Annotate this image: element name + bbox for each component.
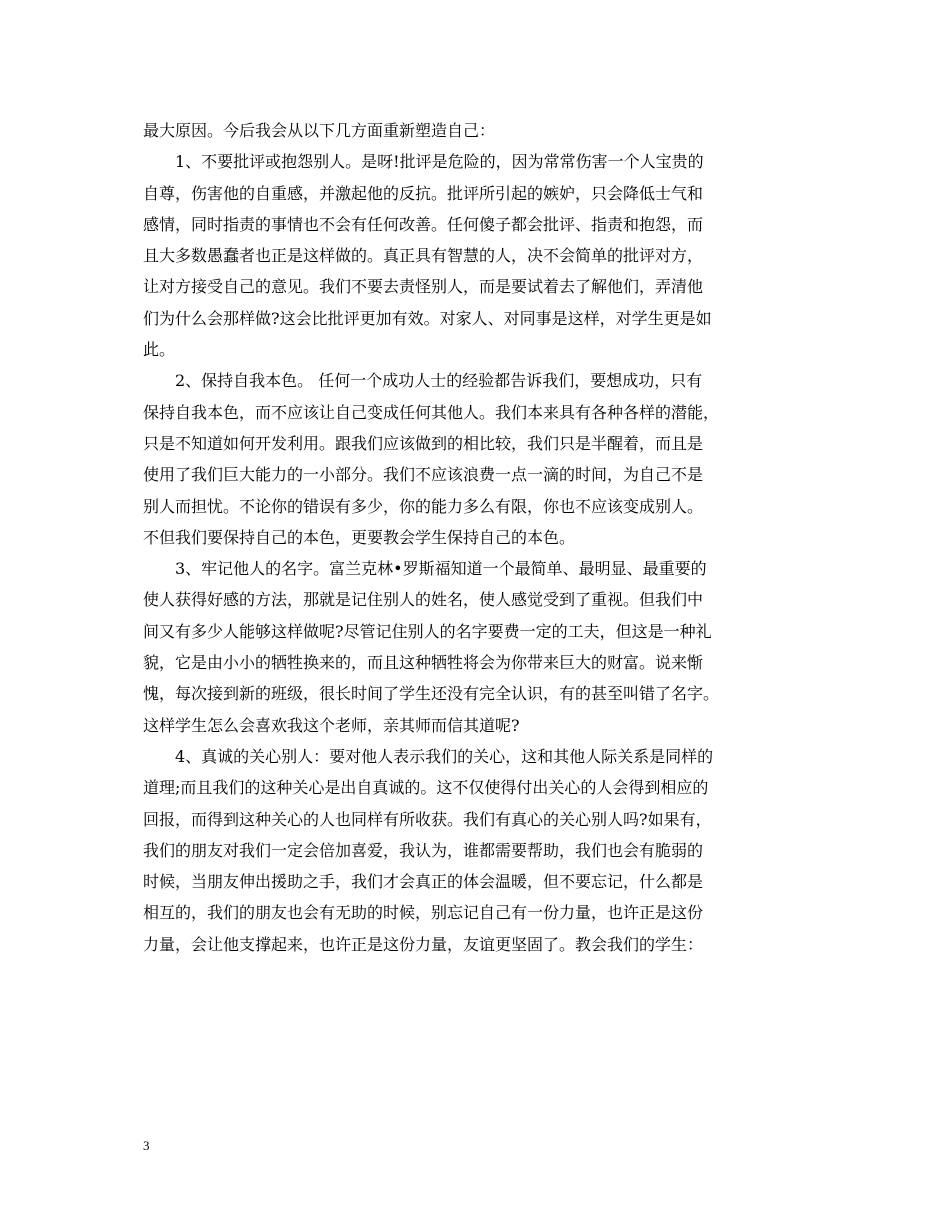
text-line: 别人而担忧。不论你的错误有多少，你的能力多么有限，你也不应该变成别人。 (143, 496, 704, 516)
text-line: 2、保持自我本色。 任何一个成功人士的经验都告诉我们，要想成功，只有 (143, 371, 703, 391)
text-line: 道理;而且我们的这种关心是出自真诚的。这不仅使得付出关心的人会得到相应的 (143, 778, 709, 798)
text-line: 最大原因。今后我会从以下几方面重新塑造自己： (143, 121, 496, 140)
text-line: 貌，它是由小小的牺牲换来的，而且这种牺牲将会为你带来巨大的财富。说来惭 (143, 653, 704, 673)
text-line: 保持自我本色，而不应该让自己变成任何其他人。我们本来具有各种各样的潜能， (143, 402, 720, 422)
text-line: 间又有多少人能够这样做呢?尽管记住别人的名字要费一定的工夫，但这是一种礼 (143, 621, 712, 641)
text-line: 时候，当朋友伸出援助之手，我们才会真正的体会温暖，但不要忘记，什么都是 (143, 872, 704, 892)
text-line: 力量，会让他支撑起来，也许正是这份力量，友谊更坚固了。教会我们的学生： (143, 934, 704, 954)
text-line: 3、牢记他人的名字。富兰克林•罗斯福知道一个最简单、最明显、最重要的 (143, 559, 707, 579)
text-line: 只是不知道如何开发利用。跟我们应该做到的相比较，我们只是半醒着，而且是 (143, 433, 704, 453)
text-line: 我们的朋友对我们一定会倍加喜爱，我认为，谁都需要帮助，我们也会有脆弱的 (143, 840, 704, 860)
text-line: 4、真诚的关心别人：要对他人表示我们的关心，这和其他人际关系是同样的 (143, 746, 714, 766)
text-line: 此。 (143, 340, 176, 360)
text-line: 让对方接受自己的意见。我们不要去责怪别人，而是要试着去了解他们，弄清他 (143, 277, 704, 297)
text-line: 不但我们要保持自己的本色，更要教会学生保持自己的本色。 (143, 527, 576, 547)
text-line: 感情，同时指责的事情也不会有任何改善。任何傻子都会批评、指责和抱怨，而 (143, 214, 704, 234)
text-line: 自尊，伤害他的自重感，并激起他的反抗。批评所引起的嫉妒，只会降低士气和 (143, 183, 704, 203)
text-line: 相互的，我们的朋友也会有无助的时候，别忘记自己有一份力量，也许正是这份 (143, 903, 704, 923)
text-line: 使人获得好感的方法，那就是记住别人的姓名，使人感觉受到了重视。但我们中 (143, 590, 704, 610)
text-line: 这样学生怎么会喜欢我这个老师，亲其师而信其道呢? (143, 715, 520, 735)
text-line: 愧，每次接到新的班级，很长时间了学生还没有完全认识，有的甚至叫错了名字。 (143, 684, 720, 704)
page-number: 3 (143, 1138, 150, 1153)
text-line: 们为什么会那样做?这会比批评更加有效。对家人、对同事是这样，对学生更是如 (143, 308, 712, 328)
text-line: 1、不要批评或抱怨别人。是呀!批评是危险的，因为常常伤害一个人宝贵的 (143, 152, 704, 172)
text-line: 且大多数愚蠢者也正是这样做的。真正具有智慧的人，决不会简单的批评对方， (143, 246, 704, 266)
body-text (143, 115, 810, 960)
text-line: 回报，而得到这种关心的人也同样有所收获。我们有真心的关心别人吗?如果有， (143, 809, 712, 829)
text-line: 使用了我们巨大能力的一小部分。我们不应该浪费一点一滴的时间，为自己不是 (143, 465, 704, 485)
